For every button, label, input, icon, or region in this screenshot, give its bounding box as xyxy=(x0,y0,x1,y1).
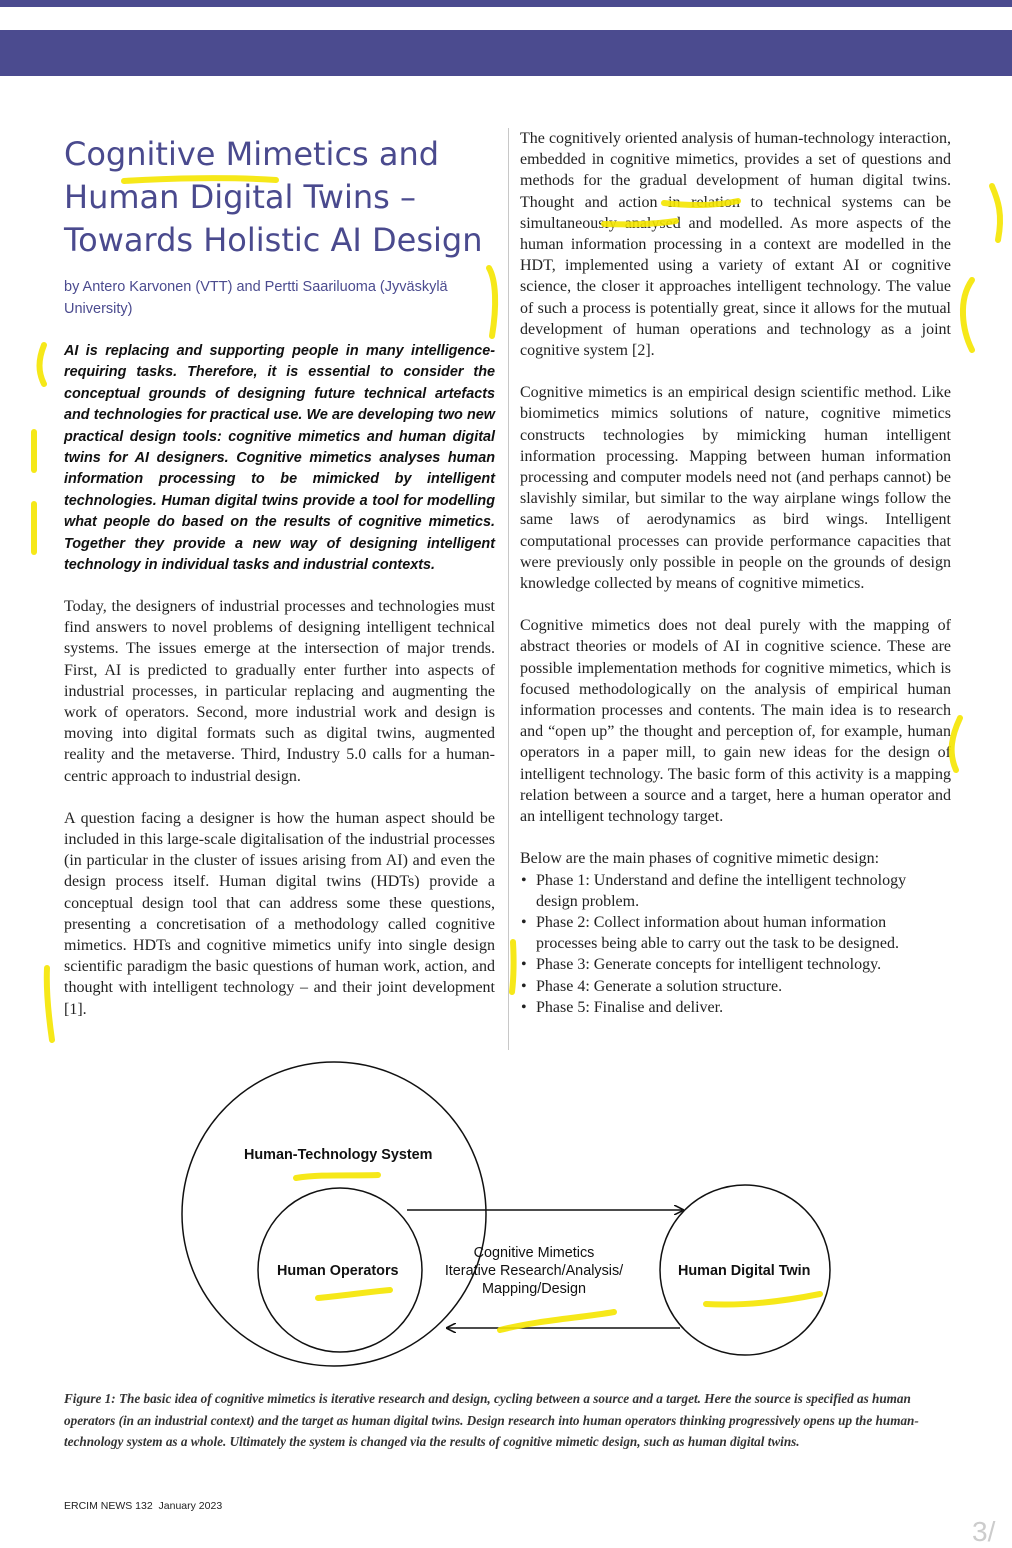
diagram-graphic xyxy=(176,1060,840,1380)
header-band xyxy=(0,30,1012,76)
center-label xyxy=(438,1244,630,1298)
highlight-bracket xyxy=(40,345,45,384)
article-abstract: AI is replacing and supporting people in many intelligence-requiring tasks. Therefore, it is essential to consider the conceptual grounds of designing future technical artefacts and technologies for practical use. We are developing two new practical design tools: cognitive mimetics and human digital twins for AI designers. Cognitive mimetics analyses human information processing to be mimicked by intelligent technologies. Human digital twins provide a tool for modelling what people do based on the results of cognitive mimetics. Together they provide a new way of designing intelligent technology in individual tasks and industrial contexts. xyxy=(64,343,495,574)
list-item: • Phase 3: Generate concepts for intelligent technology. xyxy=(520,954,951,975)
source-label: Human Operators xyxy=(277,1263,399,1279)
highlight-bracket xyxy=(992,186,1000,240)
body-paragraph: Cognitive mimetics does not deal purely with the mapping of abstract theories or models of AI in cognitive science. These are possible implementation methods for cognitive mimetics, which is focused methodologically on the analysis of empirical human information processes and contents. The main idea is to research and “open up” the thought and perception of, for example, human operators in a paper mill, to gain new ideas for the design of intelligent technology. The basic form of this activity is a mapping relation between a source and a target, here a human operator and an intelligent technology target. xyxy=(520,617,951,826)
list-item: • Phase 5: Finalise and deliver. xyxy=(520,997,951,1018)
right-column xyxy=(520,128,951,1018)
list-item: • Phase 4: Generate a solution structure. xyxy=(520,976,951,997)
column-divider xyxy=(508,128,509,1050)
page-number: 3/ xyxy=(972,1516,996,1547)
center-title: Cognitive Mimetics xyxy=(473,1245,595,1261)
body-paragraph: The cognitively oriented analysis of human-technology interaction, embedded in cognitive mimetics, provides a set of questions and methods for the gradual development of human digital twins. Thought and action in relation to technical systems can be simultaneously analysed and modelled. As more aspects of the human information processing in a context are modelled in the HDT, implemented using a variety of extant AI or cognitive science, the closer it approaches intelligent technology. The value of such a process is potentially great, since it allows for the mutual development of human operations and technology as a joint cognitive system [2]. xyxy=(520,130,951,360)
body-paragraph: Cognitive mimetics is an empirical design scientific method. Like biomimetics mimics solutions of nature, cognitive mimetics constructs technologies by mimicking human intelligent information processing. Mapping between human information processing and computer models need not (and perhaps cannot) be slavishly similar, but similar to the way airplane wings follow the same laws of aerodynamics as bird wings. Intelligent computational processes can provide performance capacities that were previously only possible in people on the grounds of design knowledge collected by means of cognitive mimetics. xyxy=(520,384,951,593)
target-label: Human Digital Twin xyxy=(678,1263,811,1279)
center-line-1: Iterative Research/Analysis/ xyxy=(444,1263,624,1279)
system-circle xyxy=(182,1062,486,1366)
figure-diagram xyxy=(176,1060,840,1380)
body-paragraph: Today, the designers of industrial processes and technologies must find answers to novel problems of designing intelligent technical systems. The issues emerge at the intersection of major trends. First, AI is predicted to gradually enter further into aspects of industrial processes, in particular replacing and augmenting the work of operators. Second, more industrial work and design is moving into digital formats such as digital twins, augmented reality and the metaverse. Third, Industry 5.0 calls for a human-centric approach to industrial design. xyxy=(64,598,495,785)
list-item: • Phase 2: Collect information about human information processes being able to carry out the task to be designed. xyxy=(520,912,951,954)
phases-intro: Below are the main phases of cognitive mimetic design: xyxy=(520,850,880,868)
footer-publication: ERCIM NEWS 132 xyxy=(64,1500,153,1512)
phases-list xyxy=(520,870,951,1018)
highlight-bracket xyxy=(47,968,52,1040)
footer-date: January 2023 xyxy=(158,1500,223,1512)
highlight-bracket xyxy=(952,718,960,770)
article-title: Cognitive Mimetics and Human Digital Twins – Towards Holistic AI Design xyxy=(64,135,483,259)
article-byline: by Antero Karvonen (VTT) and Pertti Saariluoma (Jyväskylä University) xyxy=(64,279,448,317)
footer xyxy=(64,1500,222,1512)
center-line-2: Mapping/Design xyxy=(482,1281,586,1297)
highlight-bracket xyxy=(963,280,972,350)
system-label: Human-Technology System xyxy=(244,1147,433,1163)
top-rule xyxy=(0,0,1012,7)
left-column xyxy=(64,596,495,1041)
figure-caption: Figure 1: The basic idea of cognitive mimetics is iterative research and design, cycling between a source and a target. Here the source is specified as human operators (in an industrial context) and the target as human digital twins. Design research into human operators thinking progressively opens up the human-technology system as a whole. Ultimately the system is changed via the results of cognitive mimetic design, such as human digital twins. xyxy=(64,1391,919,1449)
body-paragraph: A question facing a designer is how the human aspect should be included in this large-scale digitalisation of the industrial processes (in particular in the cluster of issues arising from AI) and even the design process itself. Human digital twins (HDTs) provide a conceptual design tool that can address some these questions, presenting a concretisation of a methodology called cognitive mimetics. HDTs and cognitive mimetics unify into single design scientific paradigm the basic questions of human work, action, and thought with intelligent technology – and their joint development [1]. xyxy=(64,809,495,1018)
highlight-bracket xyxy=(512,942,514,992)
list-item: • Phase 1: Understand and define the intelligent technology design problem. xyxy=(520,870,951,912)
